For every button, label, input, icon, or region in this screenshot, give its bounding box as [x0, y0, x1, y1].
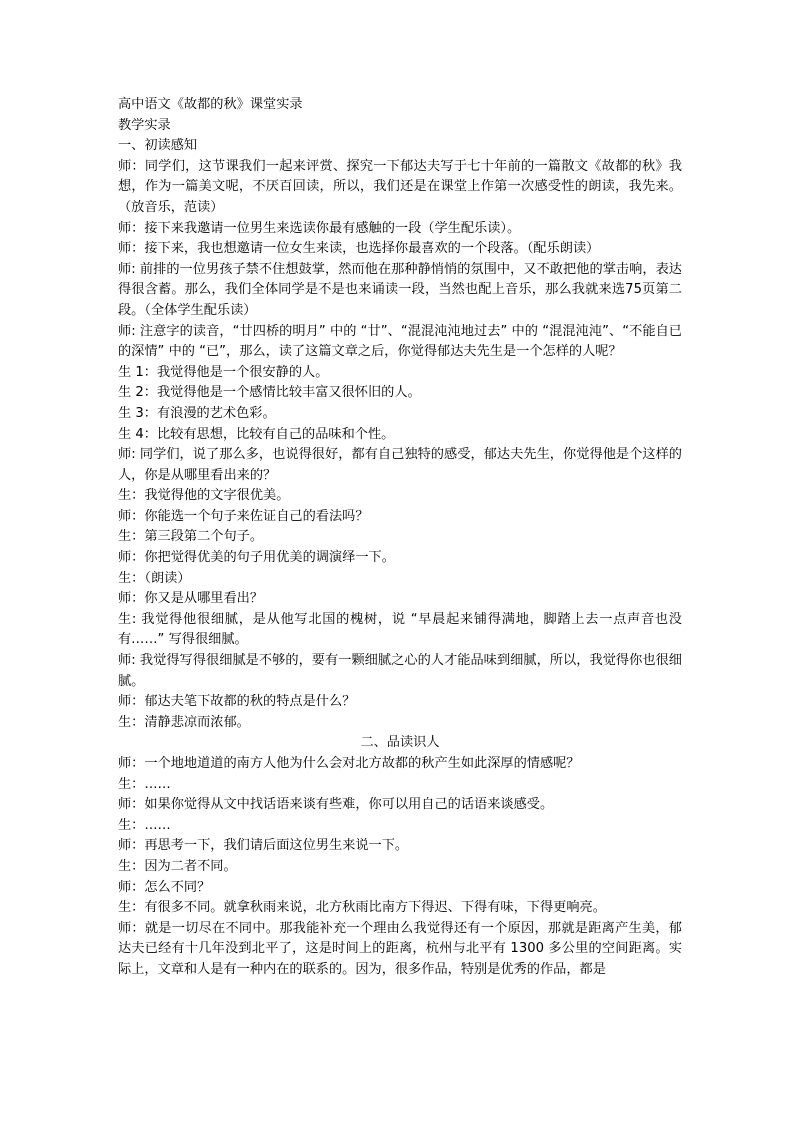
paragraph: 师：同学们，这节课我们一起来评赏、探究一下郁达夫写于七十年前的一篇散文《故都的秋》我想，作为一篇美文呢，不厌百回读，所以，我们还是在课堂上作第一次感受性的朗读，我先来。（放音乐，范读）: [118, 158, 682, 215]
paragraph: 师：如果你觉得从文中找话语来谈有些难，你可以用自己的话语来谈感受。: [118, 797, 554, 813]
paragraph: 生：……: [118, 776, 171, 792]
paragraph: 生 4：比较有思想，比较有自己的品味和个性。: [118, 426, 395, 442]
paragraph: 师：怎么不同？: [118, 879, 211, 895]
paragraph: 师: 前排的一位男孩子禁不住想鼓掌，然而他在那种静悄悄的氛围中，又不敢把他的掌击响，表达得很含蓄。那么，我们全体同学是不是也来诵读一段，当然也配上音乐，那么我就来选75页第二段。（全体学生配乐读）: [118, 261, 682, 318]
paragraph: 生：第三段第二个句子。: [118, 529, 264, 545]
paragraph: 生 2：我觉得他是一个感情比较丰富又很怀旧的人。: [118, 385, 421, 401]
paragraph: 师: 注意字的读音，“廿四桥的明月” 中的 “廿”、“混混沌沌地过去” 中的 “混混沌沌”、“不能自已的深情” 中的 “已”，那么，读了这篇文章之后，你觉得郁达夫先生是一个怎样的人呢？: [118, 323, 682, 360]
paragraph: 师：你把觉得优美的句子用优美的调演绎一下。: [118, 550, 395, 566]
paragraph: 生: 我觉得他很细腻，是从他写北国的槐树，说 “早晨起来铺得满地，脚踏上去一点声音也没有……” 写得很细腻。: [118, 611, 682, 648]
paragraph: 师: 我觉得写得很细腻是不够的，要有一颗细腻之心的人才能品味到细腻，所以，我觉得你也很细腻。: [118, 653, 682, 689]
paragraph: 师：就是一切尽在不同中。那我能补充一个理由么我觉得还有一个原因，那就是距离产生美，郁达夫已经有十几年没到北平了，这是时间上的距离，杭州与北平有 1300 多公里的空间距离。实际上，文章和人是有一种内在的联系的。因为，很多作品，特别是优秀的作品，都是: [118, 920, 682, 977]
paragraph: 师：再思考一下，我们请后面这位男生来说一下。: [118, 838, 409, 854]
paragraph: 师：接下来，我也想邀请一位女生来读，也选择你最喜欢的一个段落。（配乐朗读）: [118, 241, 600, 257]
paragraph: 生：……: [118, 817, 171, 833]
section-heading-1: 一、初读感知: [118, 138, 198, 154]
paragraph: 生 1：我觉得他是一个很安静的人。: [118, 364, 329, 380]
document-page: [118, 95, 682, 981]
paragraph: 师: 同学们，说了那么多，也说得很好，都有自己独特的感受，郁达夫先生，你觉得他是个这样的人，你是从哪里看出来的？: [118, 447, 682, 483]
paragraph: 师：你能选一个句子来佐证自己的看法吗？: [118, 508, 369, 524]
paragraph: 生：（朗读）: [118, 570, 191, 586]
document-subtitle: 教学实录: [118, 117, 171, 133]
paragraph: 生：因为二者不同。: [118, 858, 237, 874]
section-heading-2: 二、品读识人: [360, 735, 440, 751]
paragraph: 生：我觉得他的文字很优美。: [118, 488, 290, 504]
paragraph: 生：有很多不同。就拿秋雨来说，北方秋雨比南方下得迟、下得有味，下得更响亮。: [118, 900, 606, 916]
paragraph: 师：一个地地道道的南方人他为什么会对北方故都的秋产生如此深厚的情感呢？: [118, 756, 580, 771]
paragraph: 师：接下来我邀请一位男生来选读你最有感触的一段（学生配乐读）。: [118, 220, 521, 236]
document-title: 高中语文《故都的秋》课堂实录: [118, 97, 303, 112]
paragraph: 生：清静悲凉而浓郁。: [118, 714, 250, 730]
paragraph: 生 3：有浪漫的艺术色彩。: [118, 405, 276, 421]
paragraph: 师：郁达夫笔下故都的秋的特点是什么？: [118, 694, 356, 710]
paragraph: 师：你又是从哪里看出？: [118, 591, 264, 607]
